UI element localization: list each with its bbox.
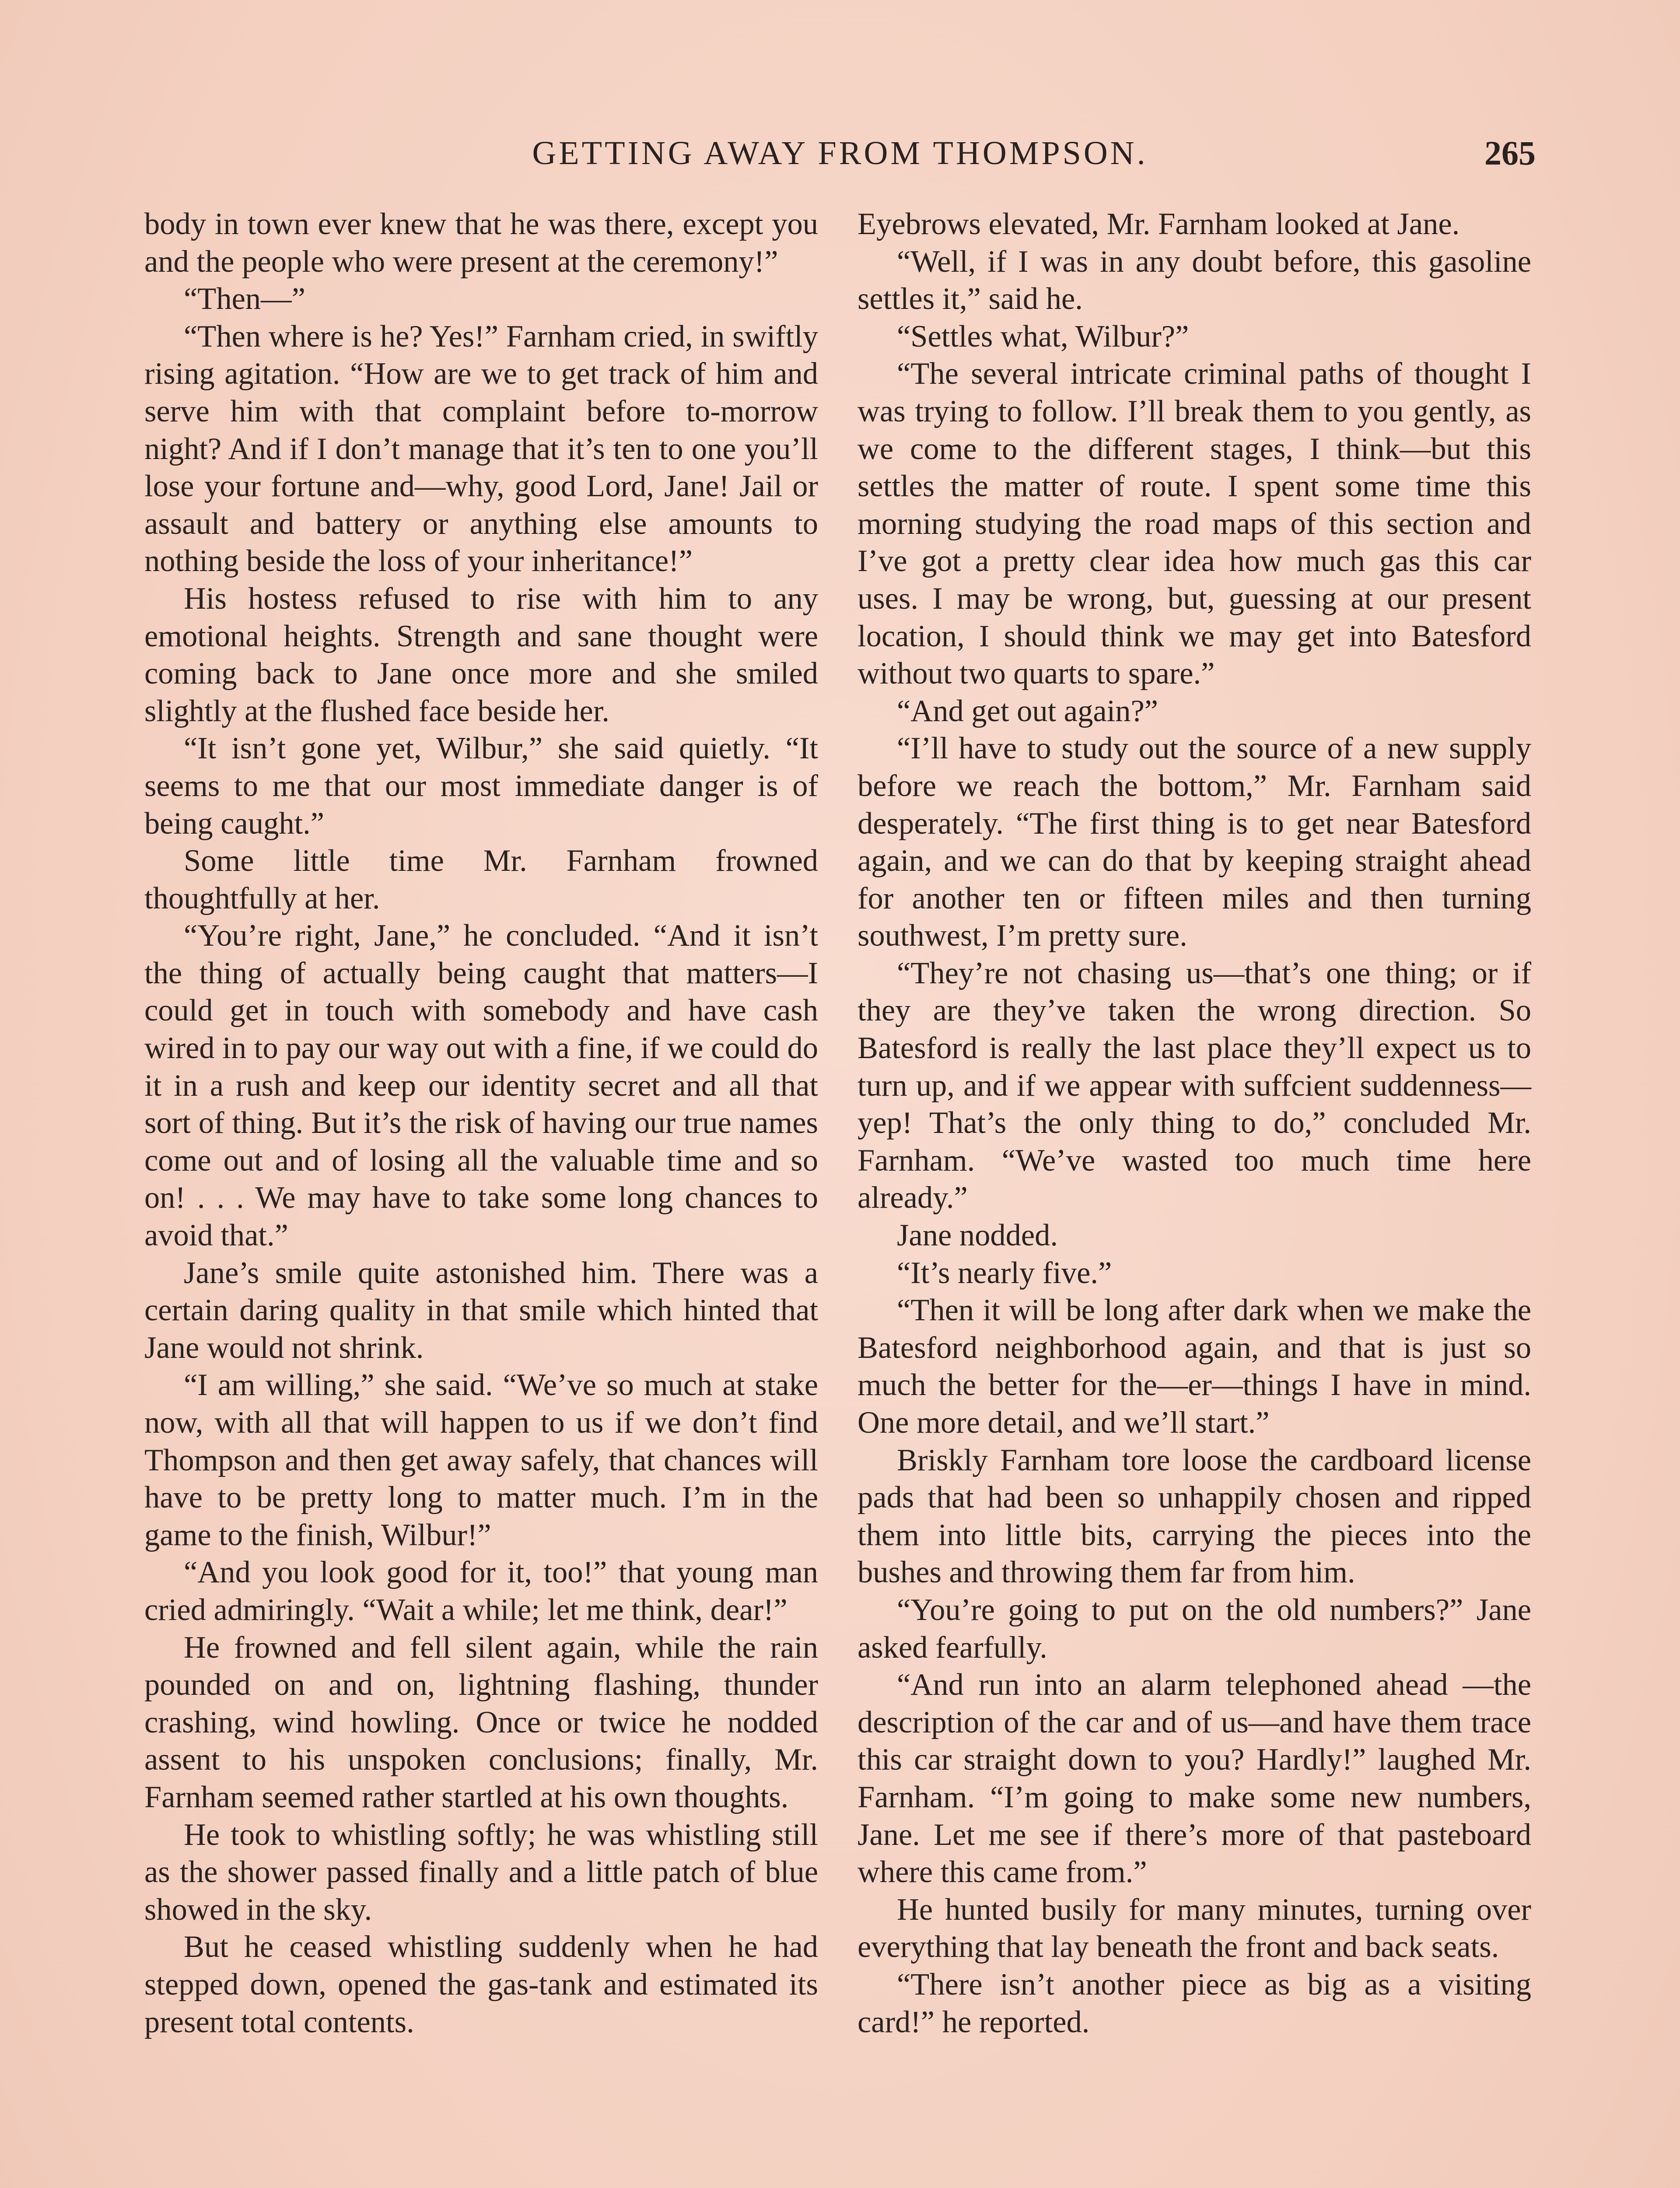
running-head: GETTING AWAY FROM THOMPSON.	[532, 135, 1148, 172]
paragraph: “I am willing,” she said. “We’ve so much at stake now, with all that will happen to us if we don’t find Thompson and then get away safely, that chances will have to be pretty long to matter much. I’m in the game to the finish, Wilbur!”	[144, 1368, 818, 1552]
paragraph: Jane nodded.	[897, 1218, 1058, 1253]
paragraph: “And you look good for it, too!” that young man cried admiringly. “Wait a while; let me think, dear!”	[144, 1555, 818, 1627]
page-number: 265	[1484, 134, 1536, 172]
paragraph: He took to whistling softly; he was whistling still as the shower passed finally and a little patch of blue showed in the sky.	[144, 1817, 818, 1927]
paragraph: His hostess refused to rise with him to any emotional heights. Strength and sane thought were coming back to Jane once more and she smiled slightly at the flushed face beside her.	[144, 581, 818, 728]
paragraph: “And get out again?”	[897, 694, 1158, 728]
left-column	[144, 206, 818, 2041]
paragraph: “There isn’t another piece as big as a visiting card!” he reported.	[858, 1967, 1531, 2039]
paragraph: Jane’s smile quite astonished him. There was a certain daring quality in that smile which hinted that Jane would not shrink.	[144, 1255, 818, 1365]
paragraph: He frowned and fell silent again, while the rain pounded on and on, lightning flashing, thunder crashing, wind howling. Once or twice he nodded assent to his unspoken conclusions; finally, Mr. Farnham seemed rather startled at his own thoughts.	[144, 1630, 818, 1814]
paragraph: “It’s nearly five.”	[897, 1255, 1112, 1290]
paragraph: “Settles what, Wilbur?”	[897, 319, 1189, 354]
paragraph: Some little time Mr. Farnham frowned thoughtfully at her.	[144, 844, 818, 915]
paragraph: “Then where is he? Yes!” Farnham cried, in swiftly rising agitation. “How are we to get track of him and serve him with that complaint before to-morrow night? And if I don’t manage that it’s ten to one you’ll lose your fortune and—why, good Lord, Jane! Jail or assault and battery or anything else amounts to nothing beside the loss of your inheritance!”	[144, 319, 818, 579]
paragraph: “You’re going to put on the old numbers?” Jane asked fearfully.	[858, 1592, 1531, 1665]
paragraph: “It isn’t gone yet, Wilbur,” she said quietly. “It seems to me that our most immediate danger is of being caught.”	[144, 731, 818, 841]
paragraph: “Then—”	[184, 282, 305, 316]
paragraph: Eyebrows elevated, Mr. Farnham looked at Jane.	[858, 207, 1460, 241]
paragraph: “You’re right, Jane,” he concluded. “And it isn’t the thing of actually being caught that matters—I could get in touch with somebody and have cash wired in to pay our way out with a fine, if we could do it in a rush and keep our identity secret and all that sort of thing. But it’s the risk of having our true names come out and of losing all the valuable time and so on! . . . We may have to take some long chances to avoid that.”	[144, 919, 818, 1253]
paragraph: “Well, if I was in any doubt before, this gasoline settles it,” said he.	[858, 244, 1531, 316]
paragraph: Briskly Farnham tore loose the cardboard license pads that had been so unhappily chosen and ripped them into little bits, carrying the pieces into the bushes and throwing them far from him.	[858, 1443, 1531, 1590]
paragraph: But he ceased whistling suddenly when he had stepped down, opened the gas-tank and estimated its present total contents.	[144, 1930, 818, 2039]
page-header	[144, 129, 1536, 177]
right-column	[858, 206, 1531, 2041]
paragraph: “The several intricate criminal paths of thought I was trying to follow. I’ll break them to you gently, as we come to the different stages, I think—but this settles the matter of route. I spent some time this morning studying the road maps of this section and I’ve got a pretty clear idea how much gas this car uses. I may be wrong, but, guessing at our present location, I should think we may get into Batesford without two quarts to spare.”	[858, 357, 1531, 691]
paragraph: “Then it will be long after dark when we make the Batesford neighborhood again, and that is just so much the better for the—er—things I have in mind. One more detail, and we’ll start.”	[858, 1293, 1531, 1440]
paragraph: body in town ever knew that he was there, except you and the people who were present at the ceremony!”	[144, 207, 818, 279]
paragraph: “And run into an alarm telephoned ahead —the description of the car and of us—and have them trace this car straight down to you? Hardly!” laughed Mr. Farnham. “I’m going to make some new numbers, Jane. Let me see if there’s more of that pasteboard where this came from.”	[858, 1668, 1531, 1890]
paragraph: “I’ll have to study out the source of a new supply before we reach the bottom,” Mr. Farnham said desperately. “The first thing is to get near Batesford again, and we can do that by keeping straight ahead for another ten or fifteen miles and then turning southwest, I’m pretty sure.	[858, 731, 1531, 953]
paragraph: He hunted busily for many minutes, turning over everything that lay beneath the front and back seats.	[858, 1892, 1531, 1964]
paragraph: “They’re not chasing us—that’s one thing; or if they are they’ve taken the wrong direction. So Batesford is really the last place they’ll expect us to turn up, and if we appear with suffcient suddenness—yep! That’s the only thing to do,” concluded Mr. Farnham. “We’ve wasted too much time here already.”	[858, 956, 1531, 1215]
